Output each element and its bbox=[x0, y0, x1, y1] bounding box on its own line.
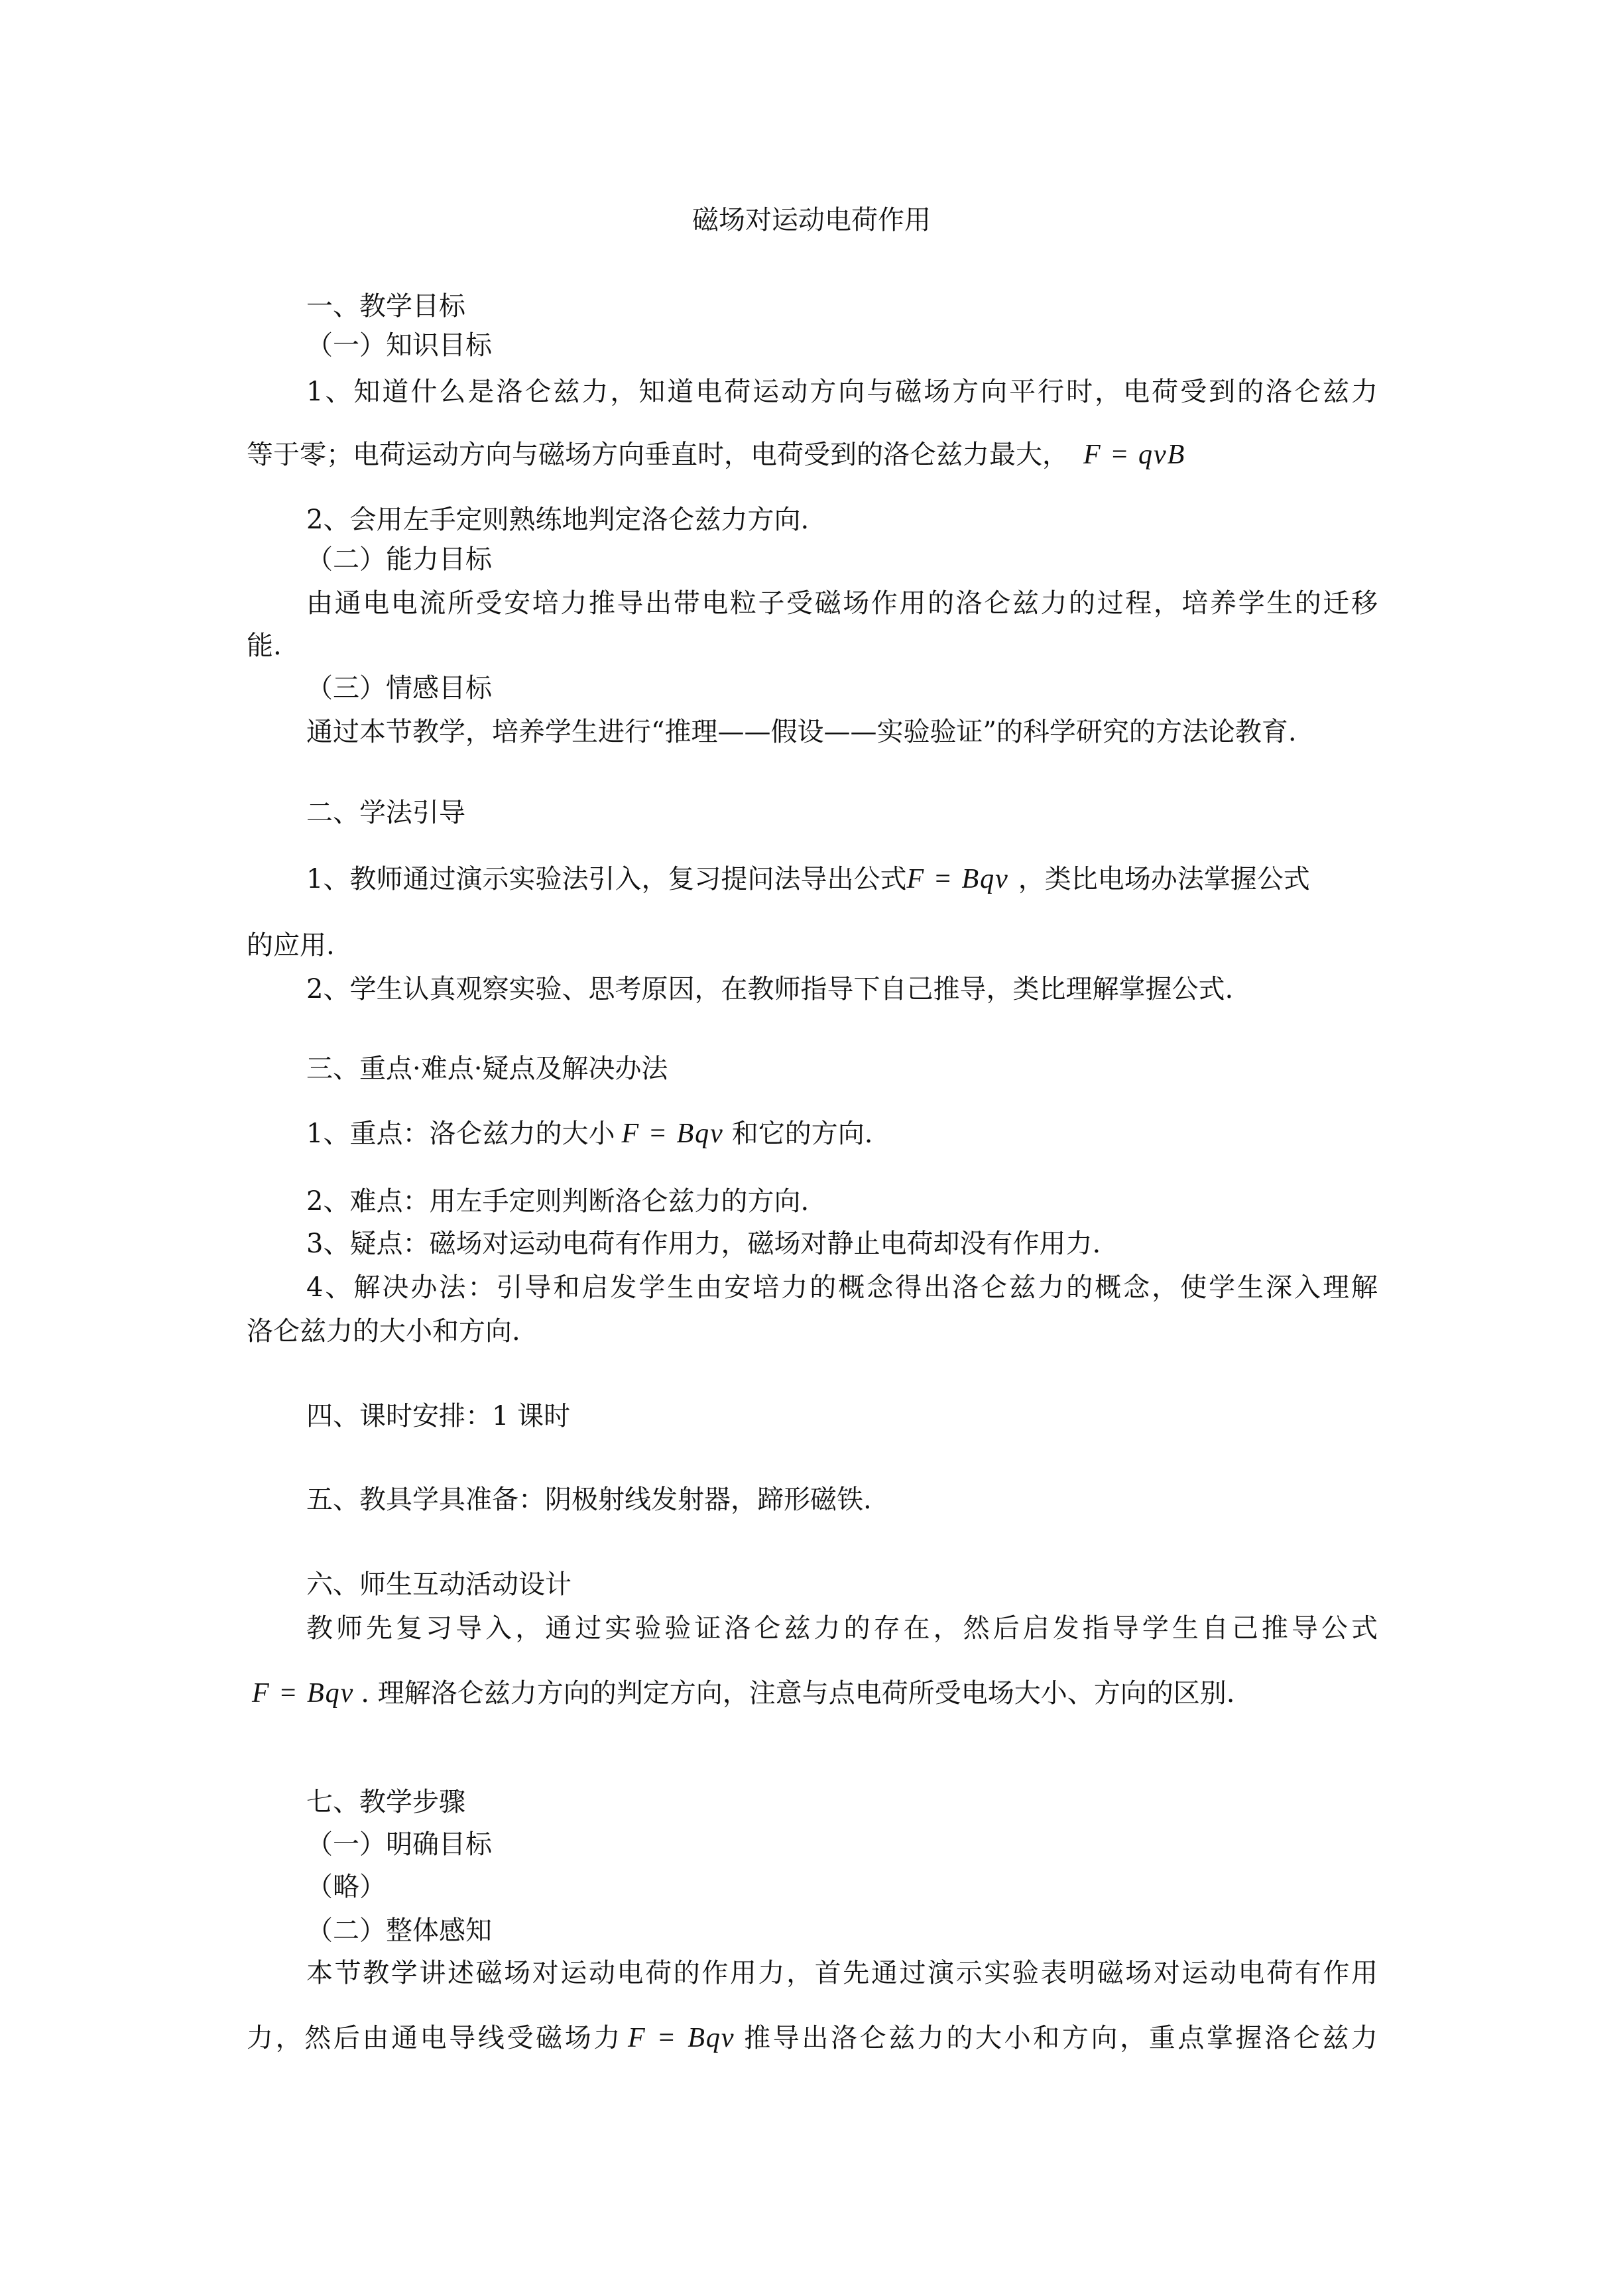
section-6-heading: 六、师生互动活动设计 bbox=[306, 1569, 571, 1600]
section-2-heading: 二、学法引导 bbox=[306, 798, 465, 828]
section-2-para-2: 2、学生认真观察实验、思考原因，在教师指导下自己推导，类比理解掌握公式. bbox=[306, 974, 1234, 1004]
section-1-sub-ability: （二）能力目标 bbox=[306, 544, 492, 575]
section-1-para-4: 通过本节教学，培养学生进行“推理——假设——实验验证”的科学研究的方法论教育. bbox=[306, 717, 1297, 747]
section-2-para-1a bbox=[306, 863, 1310, 895]
formula-f-bqv: F = Bqv bbox=[252, 1678, 355, 1709]
section-1-para-2: 2、会用左手定则熟练地判定洛仑兹力方向. bbox=[306, 505, 810, 535]
section-6-para-1b bbox=[247, 1677, 1234, 1709]
section-7-para-1b-pre: 力，然后由通电导线受磁场力 bbox=[247, 2023, 623, 2053]
section-1-para-3b: 能. bbox=[247, 631, 282, 661]
formula-f-qvb: F = qvB bbox=[1083, 440, 1186, 470]
section-7-sub-goals-body: （略） bbox=[306, 1872, 386, 1902]
section-5-heading: 五、教具学具准备：阴极射线发射器，蹄形磁铁. bbox=[306, 1484, 872, 1515]
section-7-heading: 七、教学步骤 bbox=[306, 1787, 465, 1817]
section-4-heading: 四、课时安排：1 课时 bbox=[306, 1401, 571, 1431]
section-3-para-4b: 洛仑兹力的大小和方向. bbox=[247, 1316, 520, 1347]
document-title: 磁场对运动电荷作用 bbox=[692, 205, 931, 235]
section-7-para-1b-post: 推导出洛仑兹力的大小和方向，重点掌握洛仑兹力 bbox=[741, 2023, 1378, 2053]
section-1-para-1a: 1、知道什么是洛仑兹力，知道电荷运动方向与磁场方向平行时，电荷受到的洛仑兹力 bbox=[306, 377, 1378, 407]
section-3-para-1 bbox=[306, 1118, 872, 1150]
section-7-sub-overall: （二）整体感知 bbox=[306, 1915, 492, 1946]
section-6-para-1b-post: . 理解洛仑兹力方向的判定方向，注意与点电荷所受电场大小、方向的区别. bbox=[361, 1678, 1235, 1709]
section-7-para-1a: 本节教学讲述磁场对运动电荷的作用力，首先通过演示实验表明磁场对运动电荷有作用 bbox=[306, 1958, 1378, 1988]
section-3-para-1-post: 和它的方向. bbox=[731, 1118, 873, 1149]
formula-f-bqv: F = Bqv bbox=[621, 1118, 724, 1149]
section-1-para-1b-text: 等于零；电荷运动方向与磁场方向垂直时，电荷受到的洛仑兹力最大， bbox=[247, 440, 1069, 470]
section-3-para-4a: 4、解决办法：引导和启发学生由安培力的概念得出洛仑兹力的概念，使学生深入理解 bbox=[306, 1272, 1378, 1303]
section-1-para-3a: 由通电电流所受安培力推导出带电粒子受磁场作用的洛仑兹力的过程，培养学生的迁移 bbox=[306, 588, 1378, 619]
section-3-para-2: 2、难点：用左手定则判断洛仑兹力的方向. bbox=[306, 1186, 810, 1217]
section-2-para-1b: 的应用. bbox=[247, 930, 335, 961]
section-3-para-1-pre: 1、重点：洛仑兹力的大小 bbox=[306, 1118, 615, 1149]
section-3-heading: 三、重点·难点·疑点及解决办法 bbox=[306, 1054, 668, 1084]
section-2-para-1a-pre: 1、教师通过演示实验法引入，复习提问法导出公式 bbox=[306, 864, 907, 894]
section-7-para-1b bbox=[247, 2022, 1378, 2054]
section-3-para-3: 3、疑点：磁场对运动电荷有作用力，磁场对静止电荷却没有作用力. bbox=[306, 1229, 1101, 1259]
section-2-para-1a-post: ，类比电场办法掌握公式 bbox=[1018, 864, 1310, 894]
section-1-sub-knowledge: （一）知识目标 bbox=[306, 330, 492, 361]
section-7-sub-goals: （一）明确目标 bbox=[306, 1829, 492, 1860]
section-1-para-1b bbox=[247, 439, 1185, 471]
section-1-sub-emotion: （三）情感目标 bbox=[306, 673, 492, 703]
section-1-heading: 一、教学目标 bbox=[306, 291, 465, 322]
formula-f-bqv: F = Bqv bbox=[627, 2023, 735, 2053]
section-6-para-1a: 教师先复习导入，通过实验验证洛仑兹力的存在，然后启发指导学生自己推导公式 bbox=[306, 1613, 1378, 1644]
formula-f-bqv: F = Bqv bbox=[906, 864, 1009, 894]
